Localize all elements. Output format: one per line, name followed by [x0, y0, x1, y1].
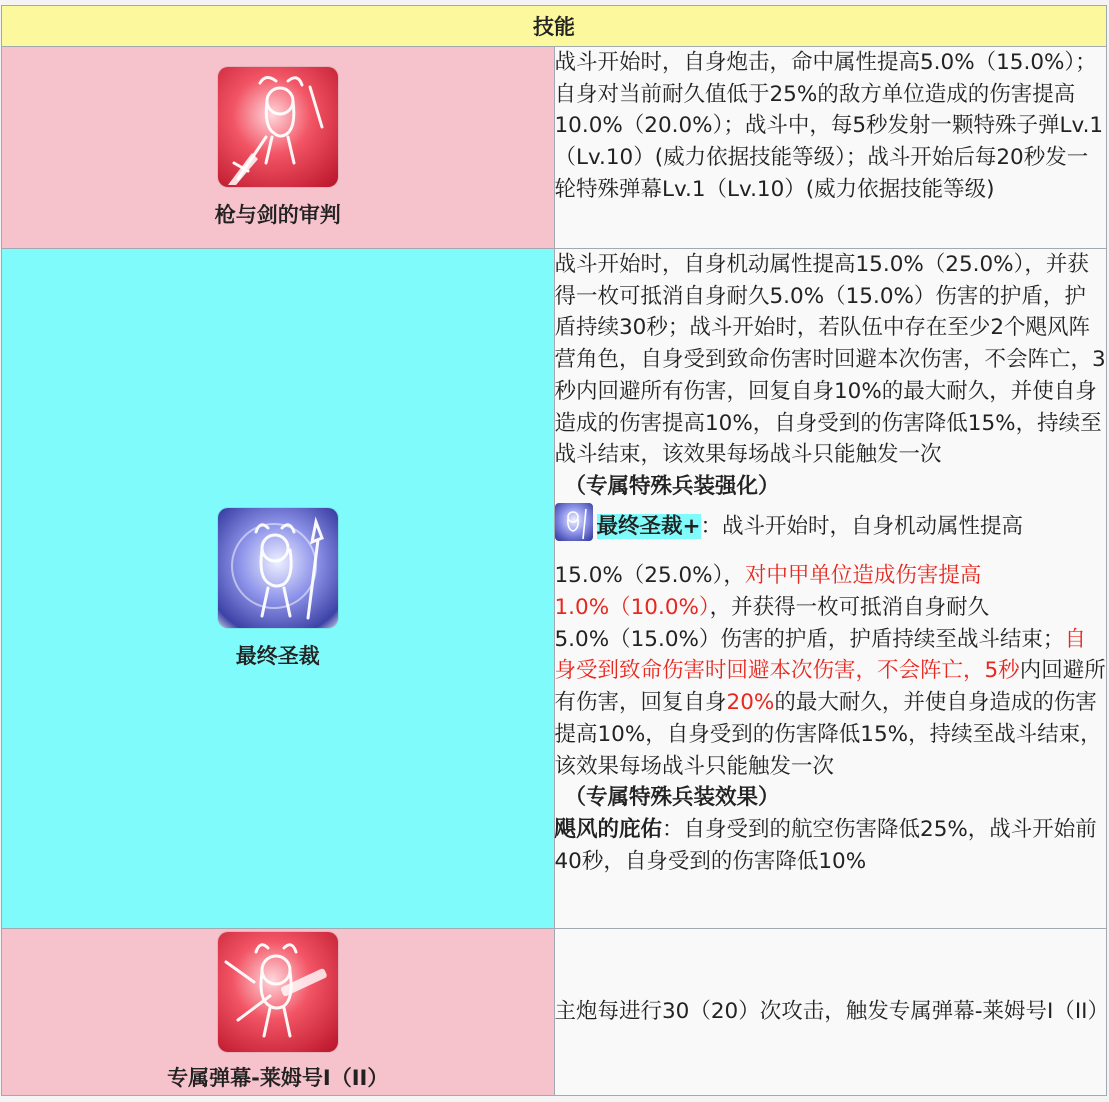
enhancement-red-text: 20%: [726, 690, 775, 716]
red-chibi-gunner-icon: [218, 932, 338, 1052]
skill-main-text: 战斗开始时，自身机动属性提高15.0%（25.0%），并获得一枚可抵消自身耐久5.0%（15.0%）伤害的护盾，护盾持续30秒；战斗开始时，若队伍中存在至少2个飓风阵营角色，自身受到致命伤害时回避本次伤害，不会阵亡，3秒内回避所有伤害，回复自身10%的最大耐久，并使自身造成的伤害提高10%，自身受到的伤害降低15%，持续至战斗结束，该效果每场战斗只能触发一次: [554, 252, 1106, 468]
skill-description: 主炮每进行30（20）次攻击，触发专属弹幕-莱姆号I（II）: [554, 929, 1107, 1096]
mini-scythe-icon: [555, 503, 593, 541]
skill-name: 最终圣裁: [235, 643, 320, 668]
skill-cell: [2, 249, 555, 929]
skill-description: [554, 249, 1107, 929]
enhancement-red-text: 对中甲单位造成伤害提高1.0%（10.0%）: [554, 563, 982, 621]
effect-header: （专属特殊兵装效果）: [564, 785, 780, 811]
red-chibi-swordgirl-icon: [218, 67, 338, 187]
enhancement-text: ：战斗开始时，自身机动属性提高: [700, 513, 1024, 539]
skill-description: 战斗开始时，自身炮击，命中属性提高5.0%（15.0%）；自身对当前耐久值低于25%的敌方单位造成的伤害提高10.0%（20.0%）；战斗中，每5秒发射一颗特殊子弹Lv.1（Lv.10）(威力依据技能等级）；战斗开始后每20秒发一轮特殊弹幕Lv.1（Lv.10）(威力依据技能等级): [554, 47, 1107, 249]
blue-chibi-scythe-icon: [218, 508, 338, 628]
enhancement-red-text: 自身受到致命伤害时回避本次伤害，不会阵亡，5秒: [554, 626, 1086, 684]
effect-name: 飓风的庇佑: [554, 816, 663, 842]
skill-name: 枪与剑的审判: [214, 202, 341, 227]
skills-table: [1, 5, 1107, 1096]
enhancement-text: ，并获得一枚可抵消自身耐久5.0%（15.0%）伤害的护盾，护盾持续至战斗结束；: [554, 595, 1065, 652]
skill-cell: [2, 47, 555, 249]
skill-cell: [2, 929, 555, 1096]
enhancement-text: 15.0%（25.0%），: [554, 563, 745, 589]
enhancement-text: 内回避所有伤害，回复自身: [554, 658, 1106, 716]
enhancement-name: 最终圣裁+: [596, 513, 701, 539]
table-header: 技能: [2, 6, 1107, 47]
skill-name: 专属弹幕-莱姆号I（II）: [167, 1066, 389, 1090]
effect-text: ：自身受到的航空伤害降低25%，战斗开始前40秒，自身受到的伤害降低10%: [554, 816, 1097, 874]
enhancement-text: 的最大耐久，并使自身造成的伤害提高10%，自身受到的伤害降低15%，持续至战斗结束，该效果每场战斗只能触发一次: [554, 690, 1102, 779]
enhancement-header: （专属特殊兵装强化）: [564, 473, 780, 499]
